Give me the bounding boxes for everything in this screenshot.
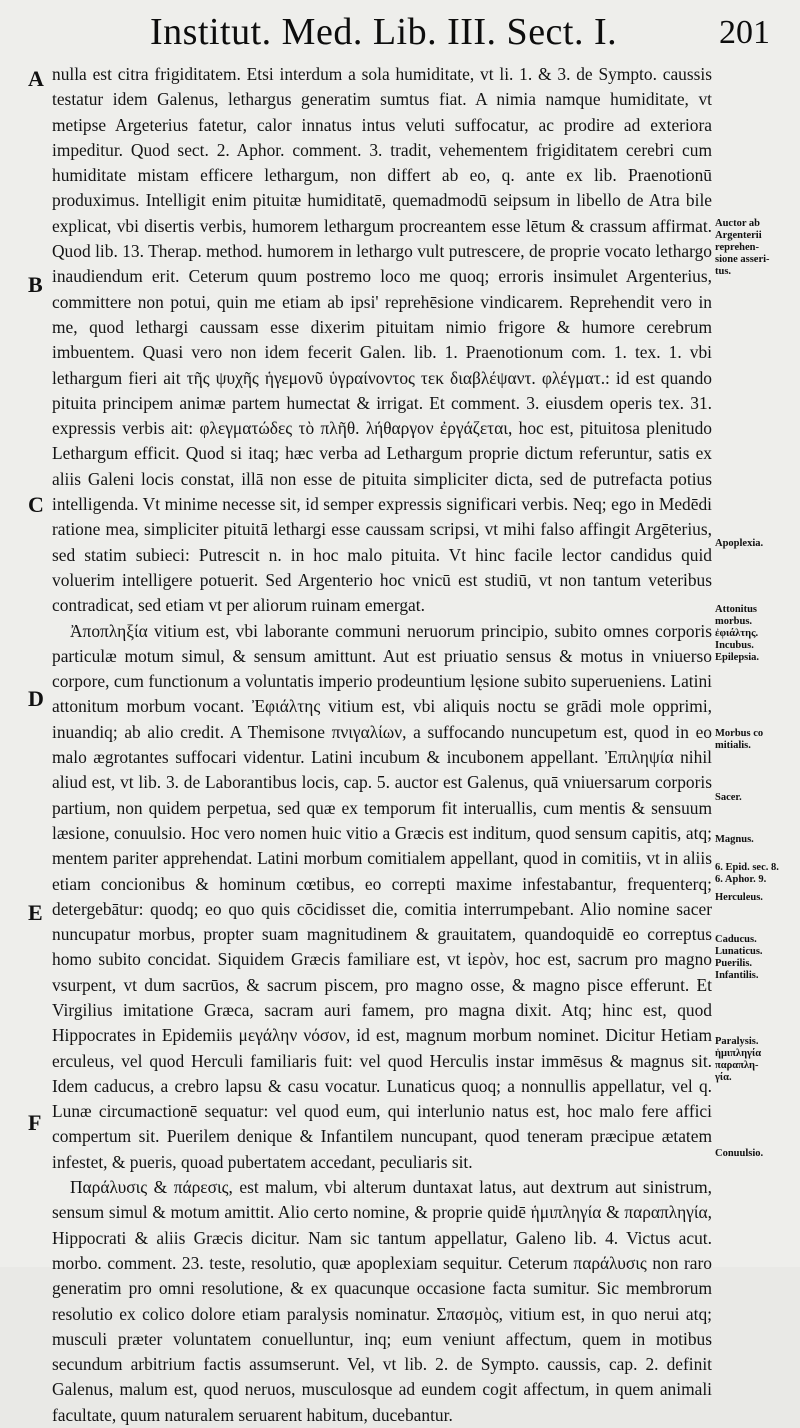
paragraph-apoplexia: Ἀποπληξία vitium est, vbi laborante communi neruorum principio, subito omnes corporis particulæ motum simul, & sensum amittunt. Aut est priuatio sensus & motus in vniuerso corpore, cum functionum a voluntatis imperio prodeuntium lęsione subito superueniens. Latini attonitum morbum vocant. Ἐφιάλτης vitium est, vbi aliquis noctu se grādi mole opprimi, inuandiq; ab alio credit. A Themisone πνιγαλίων, a suffocando nuncupetum est, quod in eo malo ægrotantes suffocari videntur. Latini incubum & incubonem appellant. Ἐπιληψία nihil aliud est, vt lib. 3. de Laborantibus locis, cap. 5. auctor est Galenus, quā vniuersarum corporis partium, non quidem perpetua, sed quæ ex temporum fit interuallis, cum mentis & sensuum læsione, conuulsio. Hoc vero nomen huic vitio a Græcis est inditum, quod sensum capitis, atq; mentem pariter apprehendat. Latini morbum comitialem appellant, quod in comitiis, vt in aliis etiam concionibus & hominum cœtibus, eo correpti maxime infestabantur, frequenterq; detergebātur: quodq; eo quo quis cōcidisset die, comitia interrumpebant. Alio nomine sacer nuncupatur morbus, propter suam magnitudinem & grauitatem, quandoquidē eo correptus homo subito concidat. Siquidem Græcis familiare est, vt ἱερὸν, hoc est, sacrum pro magno vsurpent, vt dum sacrūos, & sacrum piscem, pro magno osse, & magno pisce efferunt. Et Virgilius imitatione Græca, sacram auri famem, pro magna dixit. Atq; hinc est, quod Hippocrates in Epidemiis μεγάλην νόσον, id est, magnum morbum nominet. Dicitur Hetiam erculeus, vel quod Herculi familiaris fuit: vel quod Herculis instar immēsus & magnus sit. Idem caducus, a crebro lapsu & casu vocatur. Lunaticus quoq; a nonnullis appellatur, vel q. Lunæ circumactionē sequatur: vel quod eum, qui interlunio natus est, hoc malo fere affici compertum sit. Puerilem denique & Infantilem nuncupant, quod teneram præcipue ætatem infestet, & pueris, quoad pubertatem accedant, peculiaris sit. [52, 620, 712, 1172]
margin-note-line: Sacer. [715, 792, 742, 803]
margin-notes [715, 0, 800, 1267]
margin-note-line: Magnus. [715, 834, 754, 845]
section-letter-e: E [28, 900, 43, 925]
main-text [52, 62, 712, 1428]
paragraph-lethargus: nulla est citra frigiditatem. Etsi interdum a sola humiditate, vt li. 1. & 3. de Sympto. caussis testatur idem Galenus, lethargus generatim sumtus fiat. A nimia namque humiditate, vt metipse Argeterius fatetur, calor innatus intus veluti suffocatur, ac prodire ad exteriora impeditur. Quod sect. 2. Aphor. comment. 3. tradit, vehementem frigiditatem cerebri cum humiditate mistam efficere lethargum, non differt ab eo, q. ante ex lib. Praenotionū produximus. Intelligit enim pituitæ humiditatē, quemadmodū seipsum in libello de Atra bile explicat, vbi disertis verbis, humorem lethargum procreantem esse lētum & crassum affirmat. Quod lib. 13. Therap. method. humorem in lethargo vult putrescere, de proprie vocato lethargo inaudiendum erit. Ceterum quum postremo loco me quoq; erroris insimulet Argenterius, committere non potui, quin me etiam ab ipsi' reprehēsione vindicarem. Reprehendit vero in me, quod lethargi caussam esse dixerim pituitam nimio frigore & humore cerebrum imbuentem. Quasi vero non idem fecerit Galen. lib. 1. Praenotionum com. 1. tex. 1. vbi lethargum fieri ait τῆς ψυχῆς ἡγεμονῦ ὑγραίνοντος τεκ διαβλέψαντ. φλέγματ.: id est quando pituita principem animæ partem humectat & irrigat. Et comment. 3. eiusdem operis tex. 31. expressis verbis ait: φλεγματώδες τὸ πλῆθ. λήθαργον ἐργάζεται, hoc est, pituitosa plenitudo Lethargum efficit. Quod si itaq; hæc verba ad Lethargum proprie dictum referuntur, satis ex aliis Galeni locis constat, illā non esse de pituita simpliciter dicta, sed de putrefacta potius intelligenda. Vt minime necesse sit, id semper expressis significari verbis. Neq; ego in Medēdi ratione mea, simpliciter pituitā lethargi esse caussam scripsi, vt mihi falso affingit Argēterius, sed statim subieci: Putrescit n. in hoc malo pituita. Vt hinc facile lector candidus quid voluerim intelligere potuerit. Sed Argenterio hoc vnicū est studiū, vt non tantum veteribus contradicat, sed etiam vt per aliorum ruinam emergat. [52, 64, 712, 616]
margin-note-line: sione asseri- [715, 254, 770, 265]
margin-note-conuulsio [715, 1148, 797, 1160]
margin-note-sacer [715, 792, 797, 804]
margin-note-line: ἐφιάλτης. [715, 628, 759, 639]
margin-note-magnus [715, 834, 797, 846]
section-letter-b: B [28, 272, 43, 297]
section-letter-a: A [28, 66, 44, 91]
margin-note-line: Infantilis. [715, 970, 759, 981]
margin-note-line: Caducus. [715, 934, 757, 945]
running-title: Institut. Med. Lib. III. Sect. I. [150, 11, 618, 53]
margin-note-line: παραπλη- [715, 1060, 759, 1071]
margin-note-line: Conuulsio. [715, 1148, 764, 1159]
margin-note-line: γία. [715, 1072, 732, 1083]
paragraph-paralysis: Παράλυσις & πάρεσις, est malum, vbi alterum duntaxat latus, aut dextrum aut sinistrum, sensum simul & motum amittit. Alio certo nomine, & proprie quidē ἡμιπληγία & παραπληγία, Hippocrati & aliis Græcis dicitur. Nam sic tantum appellatur, Galeno lib. 4. Victus acut. morbo. comment. 23. teste, resolutio, quæ apoplexiam sequitur. Ceterum παράλυσις non raro generatim pro omni resolutione, & ex quacunque occasione facta sumitur. Sic membrorum resolutio ex colico dolore etiam paralysis nominatur. Σπασμὸς, vitium est, in quo nerui atq; musculi præter voluntatem conuelluntur, inq; eum veniunt affectum, quem in motibus secundum arbitrium factis assumserunt. Vel, vt lib. 2. de Sympto. caussis, cap. 2. definit Galenus, malum est, quod neruos, musculosque ad eundem cogit affectum, in quem animali facultate, quum naturalem seruarent habitum, ducebantur. [52, 1177, 712, 1425]
margin-note-line: Morbus co [715, 728, 764, 739]
margin-note-line: ἡμιπληγία [715, 1048, 762, 1059]
page-number: 201 [719, 14, 770, 51]
margin-note-line: tus. [715, 266, 732, 277]
margin-note-epid-ref [715, 862, 797, 886]
margin-note-line: Attonitus [715, 604, 758, 615]
section-letters [0, 0, 50, 1267]
margin-note-attonitus [715, 604, 797, 664]
margin-note-line: Apoplexia. [715, 538, 764, 549]
margin-note-line: reprehen- [715, 242, 759, 253]
section-letter-f: F [28, 1110, 42, 1135]
section-letter-c: C [28, 492, 44, 517]
margin-note-line: 6. Epid. sec. 8. [715, 862, 779, 873]
margin-note-line: Incubus. [715, 640, 754, 651]
margin-note-caducus [715, 934, 797, 982]
margin-note-apoplexia [715, 538, 797, 550]
margin-note-line: mitialis. [715, 740, 751, 751]
margin-note-line: Auctor ab [715, 218, 761, 229]
margin-note-line: morbus. [715, 616, 753, 627]
section-letter-d: D [28, 686, 44, 711]
margin-note-line: Paralysis. [715, 1036, 759, 1047]
margin-note-comitialis [715, 728, 797, 752]
running-header [150, 10, 780, 60]
margin-note-auctor [715, 218, 797, 278]
margin-note-line: Epilepsia. [715, 652, 760, 663]
margin-note-line: Lunaticus. [715, 946, 763, 957]
margin-note-line: Argenterii [715, 230, 762, 241]
margin-note-line: Herculeus. [715, 892, 763, 903]
margin-note-line: 6. Aphor. 9. [715, 874, 767, 885]
margin-note-herculeus [715, 892, 797, 904]
margin-note-line: Puerilis. [715, 958, 753, 969]
margin-note-paralysis [715, 1036, 797, 1084]
